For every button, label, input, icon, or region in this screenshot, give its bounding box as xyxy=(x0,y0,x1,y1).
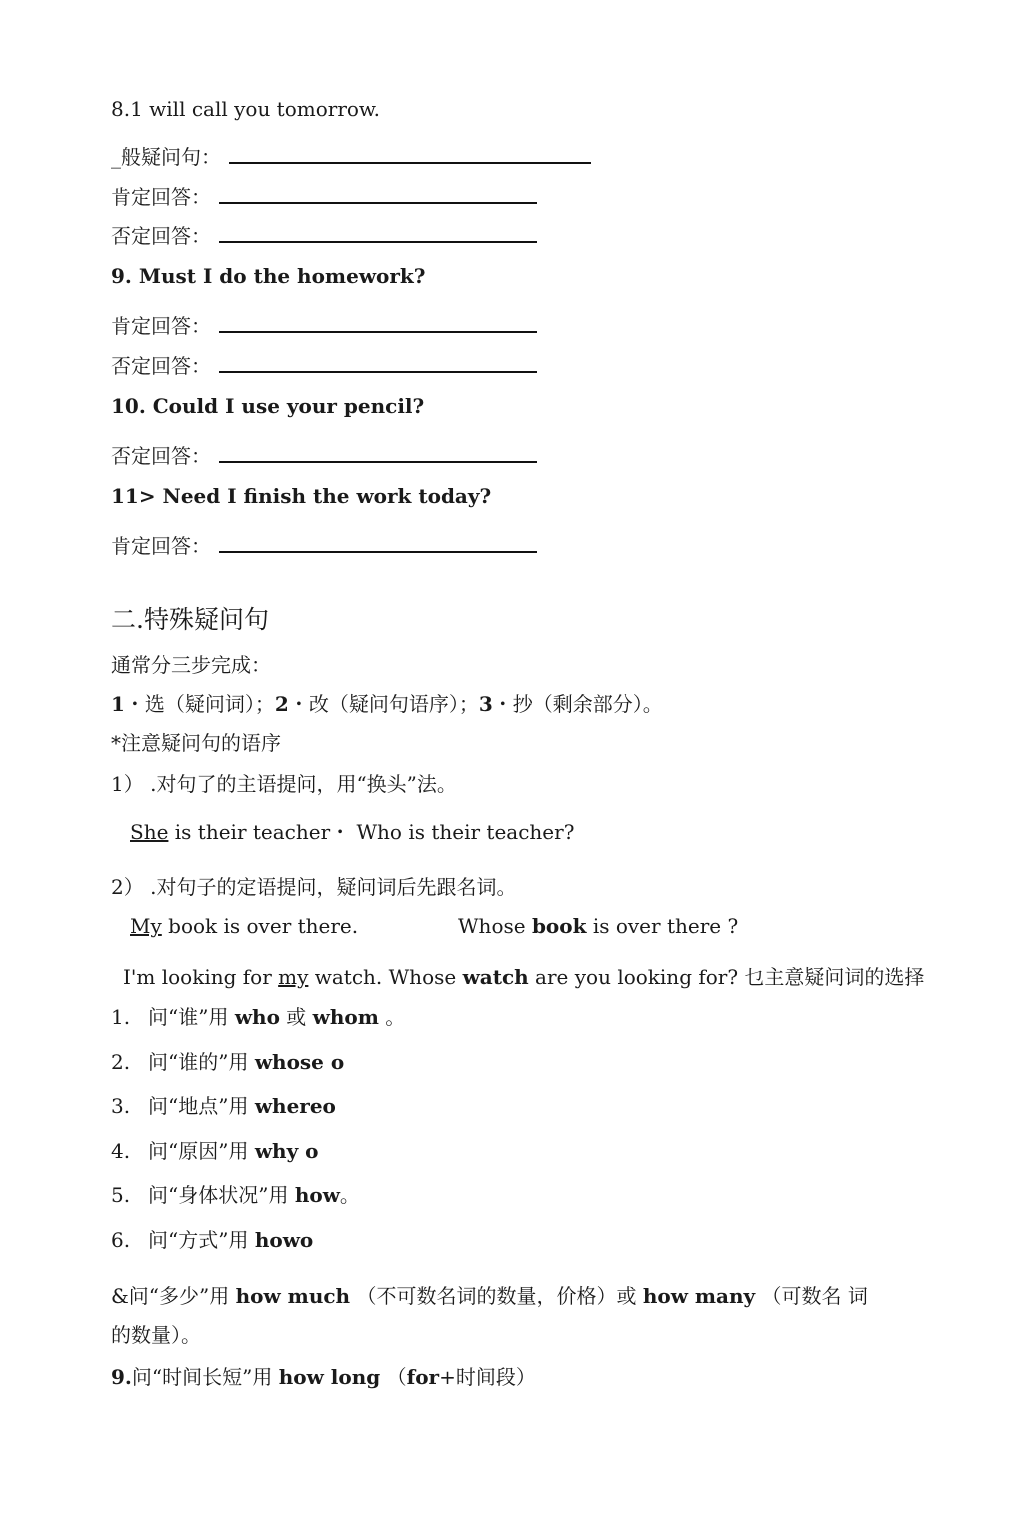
item-keyword: how long xyxy=(278,1365,381,1389)
step-number: 2 xyxy=(274,692,289,716)
list-number: 5. xyxy=(111,1183,131,1207)
q9-sentence: 9. Must I do the homework? xyxy=(111,264,426,288)
item-text: （不可数名词的数量，价格）或 xyxy=(350,1284,643,1308)
underlined-word: my xyxy=(278,965,309,989)
q9-negative-row xyxy=(111,353,537,379)
answer-blank[interactable] xyxy=(219,535,537,553)
item-text: 问“谁的”用 xyxy=(148,1050,255,1074)
negative-answer-label: 否定回答： xyxy=(111,354,211,378)
item-keyword: who xyxy=(234,1005,280,1029)
list-item-quantity xyxy=(111,1283,868,1309)
list-item xyxy=(111,1093,336,1119)
item-text: 。 xyxy=(339,1183,360,1207)
example-question xyxy=(458,913,738,939)
item-text: 。 xyxy=(378,1005,406,1029)
list-item xyxy=(111,1049,344,1075)
answer-blank[interactable] xyxy=(219,355,537,373)
step-number: 1 xyxy=(111,692,125,716)
item-text: （可数名 词 xyxy=(755,1284,868,1308)
q8-positive-row xyxy=(111,184,537,210)
list-number: 6. xyxy=(111,1228,131,1252)
general-question-label: _般疑问句： xyxy=(111,145,221,169)
step-text: ・改（疑问句语序）； xyxy=(288,692,479,716)
step-number: 3 xyxy=(478,692,493,716)
bold-word: watch xyxy=(462,965,529,989)
item-keyword: whose o xyxy=(254,1050,345,1074)
underlined-subject: She xyxy=(130,820,169,844)
underlined-word: My xyxy=(130,914,162,938)
item-text: 问“谁”用 xyxy=(148,1005,235,1029)
item-keyword: how many xyxy=(642,1284,756,1308)
example-text: watch. Whose xyxy=(308,965,463,989)
list-number: 4. xyxy=(111,1139,131,1163)
q8-general-question-row xyxy=(111,144,591,170)
list-item-quantity-continued: 的数量）。 xyxy=(111,1323,201,1347)
section-heading: 二.特殊疑问句 xyxy=(111,605,269,634)
q9-positive-row xyxy=(111,313,537,339)
word-order-note: *注意疑问句的语序 xyxy=(111,731,281,755)
q10-sentence: 10. Could I use your pencil? xyxy=(111,394,425,418)
example-text: is over there ? xyxy=(586,914,739,938)
list-item xyxy=(111,1227,313,1253)
item-text: 问“原因”用 xyxy=(148,1139,255,1163)
item-keyword: whom xyxy=(312,1005,379,1029)
example-watch xyxy=(123,964,924,990)
q8-sentence: 8.1 will call you tomorrow. xyxy=(111,97,381,121)
answer-blank[interactable] xyxy=(219,445,537,463)
item-text: 问“时间长短”用 xyxy=(131,1365,279,1389)
steps-line xyxy=(111,691,663,717)
item-text: （ xyxy=(380,1365,407,1389)
q11-positive-row xyxy=(111,533,537,559)
q8-negative-row xyxy=(111,223,537,249)
item-text: 问“身体状况”用 xyxy=(148,1183,295,1207)
example-text: are you looking for? 乜主意疑问词的选择 xyxy=(528,965,925,989)
example-text: I'm looking for xyxy=(123,965,279,989)
item-keyword: howo xyxy=(254,1228,314,1252)
item-keyword: for xyxy=(406,1365,440,1389)
item-text: 问“方式”用 xyxy=(148,1228,255,1252)
example-statement xyxy=(130,913,358,939)
item-text: 或 xyxy=(279,1005,313,1029)
q10-negative-row xyxy=(111,443,537,469)
step-text: ・抄（剩余部分）。 xyxy=(492,692,663,716)
answer-blank[interactable] xyxy=(219,186,537,204)
section-intro: 通常分三步完成： xyxy=(111,653,271,677)
list-item xyxy=(111,1182,360,1208)
list-item-duration xyxy=(111,1364,536,1390)
item-text: +时间段） xyxy=(439,1365,536,1389)
answer-blank[interactable] xyxy=(219,315,537,333)
answer-blank[interactable] xyxy=(219,225,537,243)
positive-answer-label: 肯定回答： xyxy=(111,314,211,338)
example-subject-question xyxy=(130,819,574,845)
item-keyword: how xyxy=(294,1183,340,1207)
example-text: is their teacher・ Who is their teacher? xyxy=(168,820,575,844)
positive-answer-label: 肯定回答： xyxy=(111,534,211,558)
item-text: &问“多少”用 xyxy=(111,1284,236,1308)
list-number: 2. xyxy=(111,1050,131,1074)
item-text: 问“地点”用 xyxy=(148,1094,255,1118)
example-text: Whose xyxy=(458,914,532,938)
rule-subject-question: 1） .对句了的主语提问，用“换头”法。 xyxy=(111,772,457,796)
item-keyword: why o xyxy=(254,1139,319,1163)
list-number: 1. xyxy=(111,1005,131,1029)
rule-attribute-question: 2） .对句子的定语提问，疑问词后先跟名词。 xyxy=(111,875,517,899)
list-number: 9. xyxy=(111,1365,132,1389)
example-text: book is over there. xyxy=(161,914,359,938)
answer-blank[interactable] xyxy=(229,146,591,164)
item-keyword: whereo xyxy=(254,1094,336,1118)
list-item xyxy=(111,1004,405,1030)
step-text: ・选（疑问词）； xyxy=(124,692,275,716)
negative-answer-label: 否定回答： xyxy=(111,444,211,468)
negative-answer-label: 否定回答： xyxy=(111,224,211,248)
list-item xyxy=(111,1138,319,1164)
bold-word: book xyxy=(531,914,587,938)
list-number: 3. xyxy=(111,1094,131,1118)
positive-answer-label: 肯定回答： xyxy=(111,185,211,209)
q11-sentence: 11> Need I finish the work today? xyxy=(111,484,492,508)
item-keyword: how much xyxy=(235,1284,351,1308)
